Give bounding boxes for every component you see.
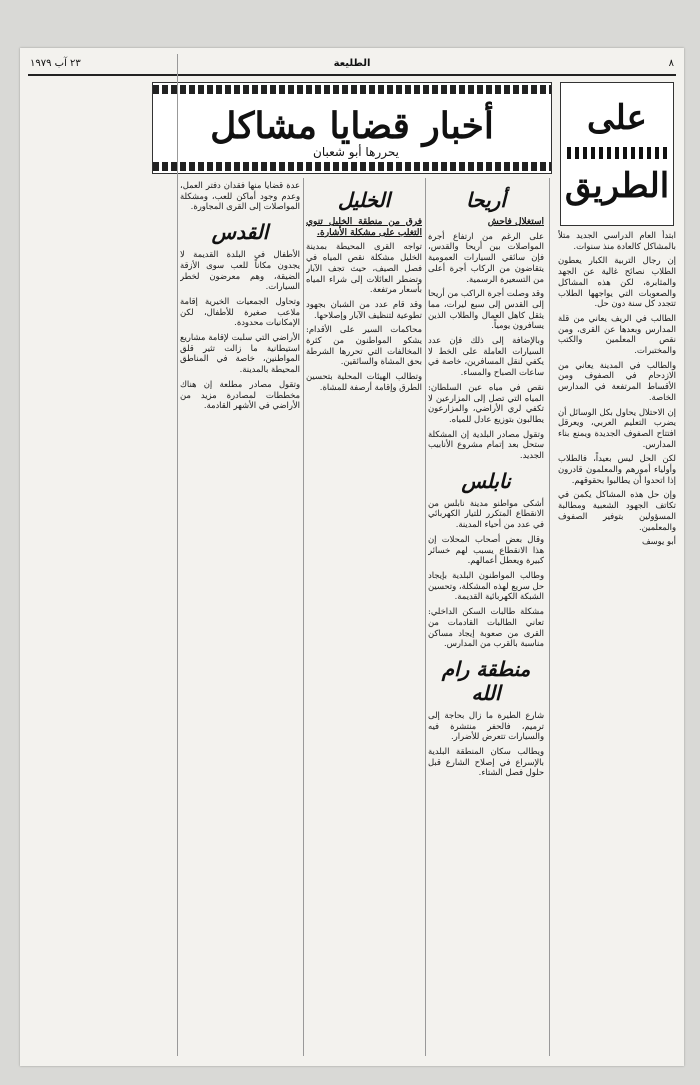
paragraph: الأطفال في البلدة القديمة لا يجدون مكاناً للعب سوى الأزقة الضيقة، وهم معرضون لخطر السيارات. <box>180 249 300 292</box>
subheading: فرق من منطقة الخليل تنوي التغلب على مشكلة الأشارة. <box>306 217 422 238</box>
section-heading-ramallah: منطقة رام الله <box>441 656 531 705</box>
paragraph: ويطالب سكان المنطقة البلدية بالإسراع في إصلاح الشارع قبل حلول فصل الشتاء. <box>428 746 544 778</box>
paragraph: وقال بعض أصحاب المحلات إن هذا الانقطاع يسبب لهم خسائر كبيرة ويعطل أعمالهم. <box>428 533 544 566</box>
section-heading-jerusalem: القدس <box>211 220 269 245</box>
feature-byline: يحررها أبو شعبان <box>313 145 399 159</box>
publication-name: الطليعة <box>333 58 371 69</box>
section-heading-khalil: الخليل <box>337 188 391 212</box>
paragraph: وإن حل هذه المشاكل يكمن في تكاتف الجهود الشعبية ومطالبة المسؤولين بتوفير الصفوف والمعلمين. <box>558 489 676 532</box>
page-number: ٨ <box>668 58 674 69</box>
paragraph: على الرغم من ارتفاع أجرة المواصلات بين أريحا والقدس، فإن سائقي السيارات العمومية يتقاضون من الركاب أجرة أعلى من التسعيرة الرسمية. <box>428 230 544 284</box>
paragraph: وتقول مصادر البلدية إن المشكلة ستحل بعد إتمام مشروع الأنابيب الجديد. <box>428 428 544 461</box>
newspaper-page <box>20 48 684 1066</box>
paragraph: عدة قضايا منها فقدان دفتر العمل، وعدم وجود أماكن للعب، ومشكلة المواصلات إلى القرى المجاورة. <box>180 180 300 212</box>
paragraph: وتطالب الهيئات المحلية بتحسين الطرق وإقامة أرصفة للمشاة. <box>306 371 422 392</box>
column-rule <box>425 178 426 1056</box>
issue-date: ٢٣ آب ١٩٧٩ <box>30 58 81 69</box>
feature-banner <box>152 82 552 174</box>
section-heading-jericho: أريحا <box>466 188 506 212</box>
sidebar-column <box>558 230 676 1056</box>
paragraph: ابتدأ العام الدراسي الجديد متلاً بالمشاكل كالعادة منذ سنوات. <box>558 230 676 251</box>
sidebar-title-block <box>560 82 674 226</box>
news-column-khalil <box>306 180 422 1056</box>
banner-border-top <box>153 85 551 94</box>
news-column-jenin-nablus <box>428 180 544 1056</box>
sidebar-title-line2: الطريق <box>564 166 670 206</box>
paragraph: محاكمات السير على الأقدام: يشكو المواطنون من كثرة المخالفات التي تحررها الشرطة بحق المشاة والسائقين. <box>306 324 422 367</box>
column-rule <box>177 54 178 1056</box>
section-heading-nablus: نابلس <box>461 468 511 493</box>
paragraph: وقد قام عدد من الشبان بجهود تطوعية لتنظيف الآبار وإصلاحها. <box>306 298 422 320</box>
paragraph: وطالب المواطنون البلدية بإيجاد حل سريع لهذه المشكلة، وتحسين الشبكة الكهربائية القديمة. <box>428 569 544 602</box>
paragraph: أشكى مواطنو مدينة نابلس من الانقطاع المتكرر للتيار الكهربائي في عدد من أحياء المدينة. <box>428 497 544 530</box>
paragraph: شارع الطيرة ما زال بحاجة إلى ترميم، فالحفر منتشرة فيه والسيارات تتعرض للأضرار. <box>428 709 544 742</box>
subheading: استغلال فاحش <box>487 217 544 227</box>
paragraph: والطالب في المدينة يعاني من الازدحام في الصفوف ومن الأقساط المرتفعة في المدارس الخاصة. <box>558 359 676 402</box>
page-header <box>28 56 676 76</box>
sidebar-title-line1: على <box>587 98 647 138</box>
paragraph: مشكلة طالبات السكن الداخلي: تعاني الطالبات القادمات من القرى من صعوبة إيجاد مساكن مناسبة بالقرب من المدارس. <box>428 606 544 649</box>
banner-border-bottom <box>153 162 551 171</box>
column-rule <box>549 178 550 1056</box>
paragraph: إن الاحتلال يحاول بكل الوسائل أن يضرب التعليم العربي، ويعرقل افتتاح الصفوف الجديدة ويمنع بناء المدارس. <box>558 406 676 449</box>
paragraph: إن رجال التربية الكبار يعطون الطلاب نصائح غالية عن الجهد والمثابرة، لكن هذه المشاكل والصعوبات التي يواجهها الطلاب تتجدد كل سنة دون حل. <box>558 255 676 309</box>
paragraph: تواجه القرى المحيطة بمدينة الخليل مشكلة نقص المياه في فصل الصيف، حيث تجف الآبار وتضطر العائلات إلى شراء المياه بأسعار مرتفعة. <box>306 241 422 295</box>
paragraph: نقص في مياه عين السلطان: المياه التي تصل إلى المزارعين لا تكفي لري الأراضي، والمزارعون يطالبون بتوزيع عادل للمياه. <box>428 381 544 424</box>
signature: أبو يوسف <box>642 536 676 547</box>
paragraph: الأراضي التي سلبت لإقامة مشاريع استيطانية ما زالت تثير قلق المواطنين، خاصة في المناطق المحيطة بالمدينة. <box>180 332 300 375</box>
feature-title: أخبار قضايا مشاكل <box>210 105 494 147</box>
paragraph: وقد وصلت أجرة الراكب من أريحا إلى القدس إلى سبع ليرات، مما يثقل كاهل العمال والطلاب الذين يسافرون يومياً. <box>428 288 544 331</box>
decorative-ornament <box>567 147 667 159</box>
paragraph: لكن الحل ليس بعيداً، فالطلاب وأولياء أمورهم والمعلمون قادرون إذا اتحدوا أن يطالبوا بحقوقهم. <box>558 453 676 485</box>
paragraph: وتحاول الجمعيات الخيرية إقامة ملاعب صغيرة للأطفال، لكن الإمكانيات محدودة. <box>180 295 300 328</box>
paragraph: الطالب في الريف يعاني من قلة المدارس وبعدها عن القرى، ومن نقص المعلمين والكتب والمختبرات. <box>558 312 676 356</box>
paragraph: وبالإضافة إلى ذلك فإن عدد السيارات العاملة على الخط لا يكفي لنقل المسافرين، خاصة في ساعات الصباح والمساء. <box>428 335 544 378</box>
paragraph: وتقول مصادر مطلعة إن هناك مخططات لمصادرة مزيد من الأراضي في الأشهر القادمة. <box>180 378 300 411</box>
news-column-jerusalem <box>180 180 300 1056</box>
column-rule <box>303 178 304 1056</box>
